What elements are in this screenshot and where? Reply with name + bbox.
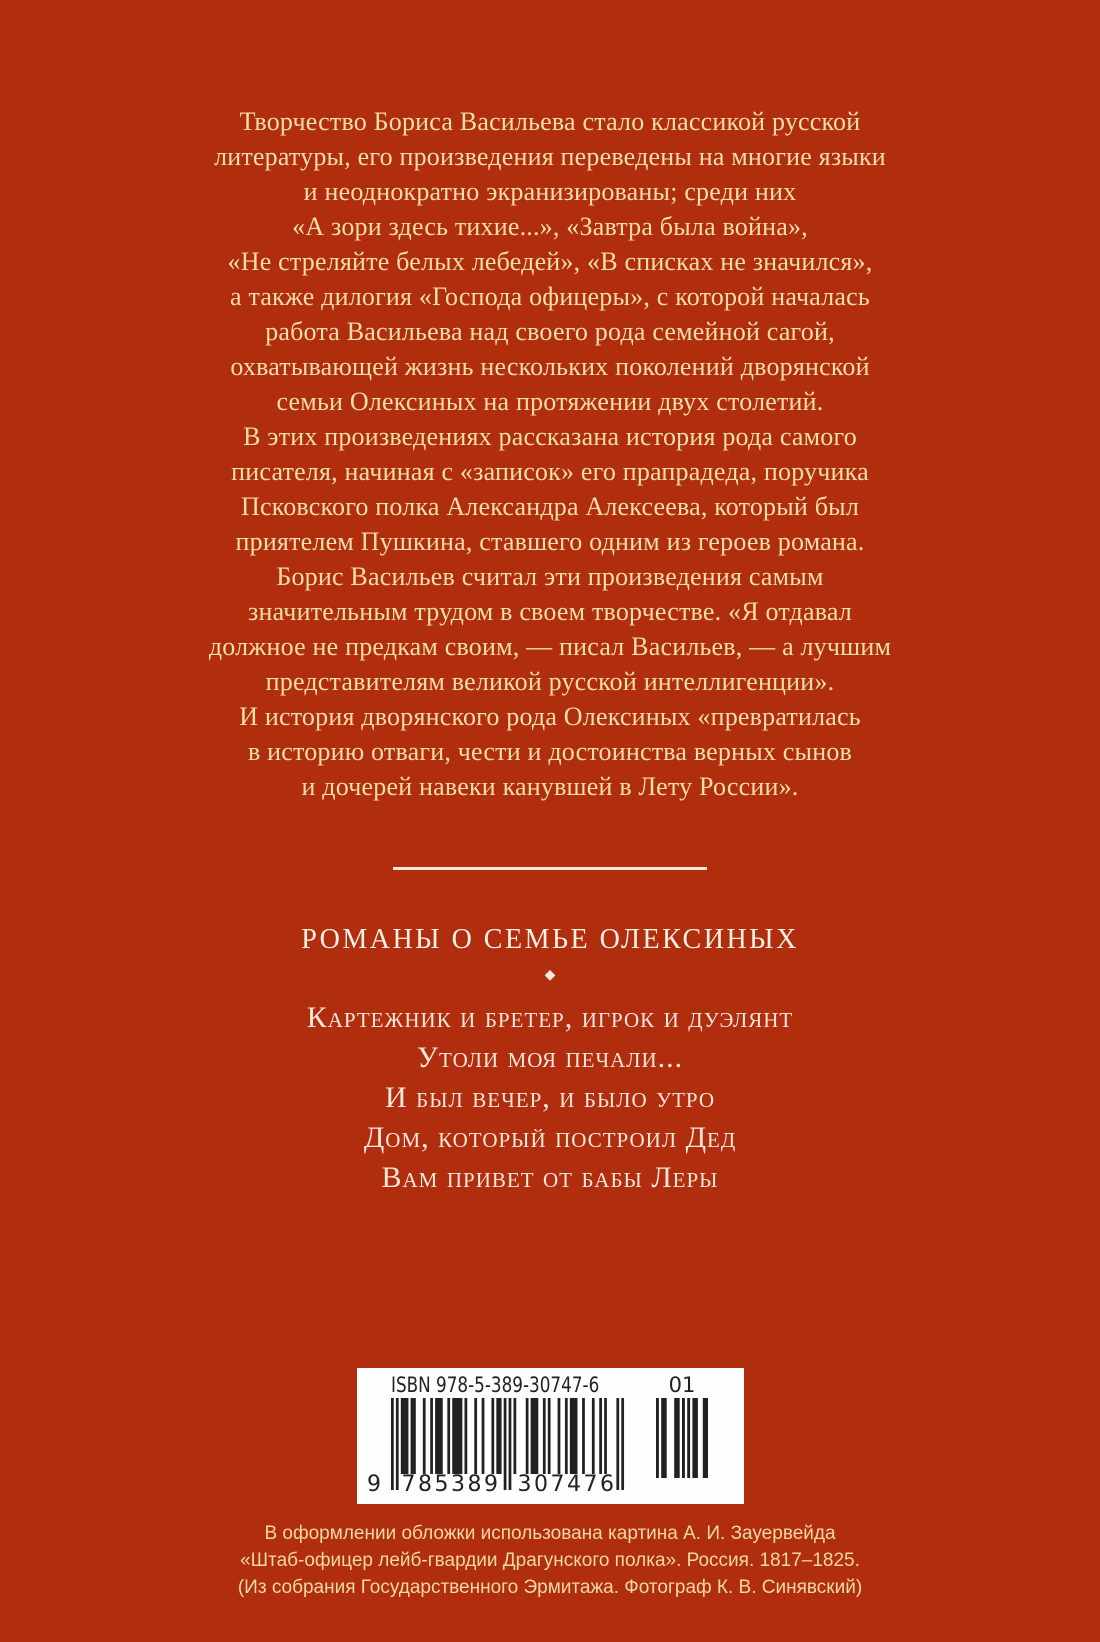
annotation-line: «А зори здесь тихие...», «Завтра была война», bbox=[292, 212, 808, 241]
isbn-label: ISBN 978-5-389-30747-6 bbox=[391, 1373, 600, 1397]
credit-line: «Штаб-офицер лейб-гвардии Драгунского полка». Россия. 1817–1825. bbox=[240, 1550, 860, 1571]
credit-line: В оформлении обложки использована картина А. И. Зауервейда bbox=[264, 1523, 836, 1544]
annotation-line: семьи Олексиных на протяжении двух столетий. bbox=[276, 387, 824, 416]
credit-line: (Из собрания Государственного Эрмитажа. Фотограф К. В. Синявский) bbox=[237, 1577, 863, 1598]
credits-text bbox=[70, 1520, 1030, 1601]
barcode-panel bbox=[357, 1368, 744, 1504]
annotation-line: значительным трудом в своем творчестве. «Я отдавал bbox=[248, 597, 852, 626]
series-title: Вам привет от бабы Леры bbox=[381, 1161, 719, 1194]
annotation-line: В этих произведениях рассказана история рода самого bbox=[243, 422, 857, 451]
annotation-line: работа Васильева над своего рода семейной сагой, bbox=[265, 317, 835, 346]
barcode-addon-label: 01 bbox=[668, 1373, 696, 1397]
annotation-text bbox=[70, 104, 1030, 804]
annotation-line: приятелем Пушкина, ставшего одним из героев романа. bbox=[235, 527, 865, 556]
annotation-line: должное не предкам своим, — писал Васильев, — а лучшим bbox=[208, 632, 892, 661]
annotation-line: Борис Васильев считал эти произведения самым bbox=[276, 562, 824, 591]
barcode-digit-left: 9 bbox=[367, 1472, 381, 1497]
annotation-line: «Не стреляйте белых лебедей», «В списках не значился», bbox=[227, 247, 873, 276]
annotation-line: представителям великой русской интеллигенции». bbox=[265, 667, 835, 696]
series-title: Картежник и бретер, игрок и дуэлянт bbox=[306, 1001, 794, 1034]
annotation-line: Псковского полка Александра Алексеева, который был bbox=[240, 492, 860, 521]
barcode-digits-group1: 785389 bbox=[401, 1472, 501, 1497]
series-title: Утоли моя печали... bbox=[416, 1041, 684, 1074]
annotation-line: в историю отваги, чести и достоинства верных сынов bbox=[247, 737, 853, 766]
annotation-line: а также дилогия «Господа офицеры», с которой началась bbox=[230, 282, 870, 311]
series-heading: РОМАНЫ О СЕМЬЕ ОЛЕКСИНЫХ bbox=[301, 924, 799, 955]
series-title: Дом, который построил Дед bbox=[363, 1121, 737, 1154]
section-divider bbox=[393, 867, 707, 870]
diamond-separator-icon: ◆ bbox=[544, 967, 556, 983]
annotation-line: литературы, его произведения переведены на многие языки bbox=[214, 142, 886, 171]
annotation-line: охватывающей жизнь нескольких поколений дворянской bbox=[230, 352, 870, 381]
barcode-digits-group2: 307476 bbox=[517, 1472, 617, 1497]
series-title: И был вечер, и было утро bbox=[384, 1081, 715, 1114]
addon-barcode bbox=[656, 1398, 708, 1480]
annotation-line: Творчество Бориса Васильева стало классикой русской bbox=[239, 107, 861, 136]
annotation-line: И история дворянского рода Олексиных «превратилась bbox=[239, 702, 861, 731]
annotation-line: и дочерей навеки канувшей в Лету России». bbox=[301, 772, 799, 801]
series-title-list bbox=[0, 998, 1100, 1198]
annotation-line: писателя, начиная с «записок» его прапрадеда, поручика bbox=[231, 457, 869, 486]
annotation-line: и неоднократно экранизированы; среди них bbox=[303, 177, 797, 206]
